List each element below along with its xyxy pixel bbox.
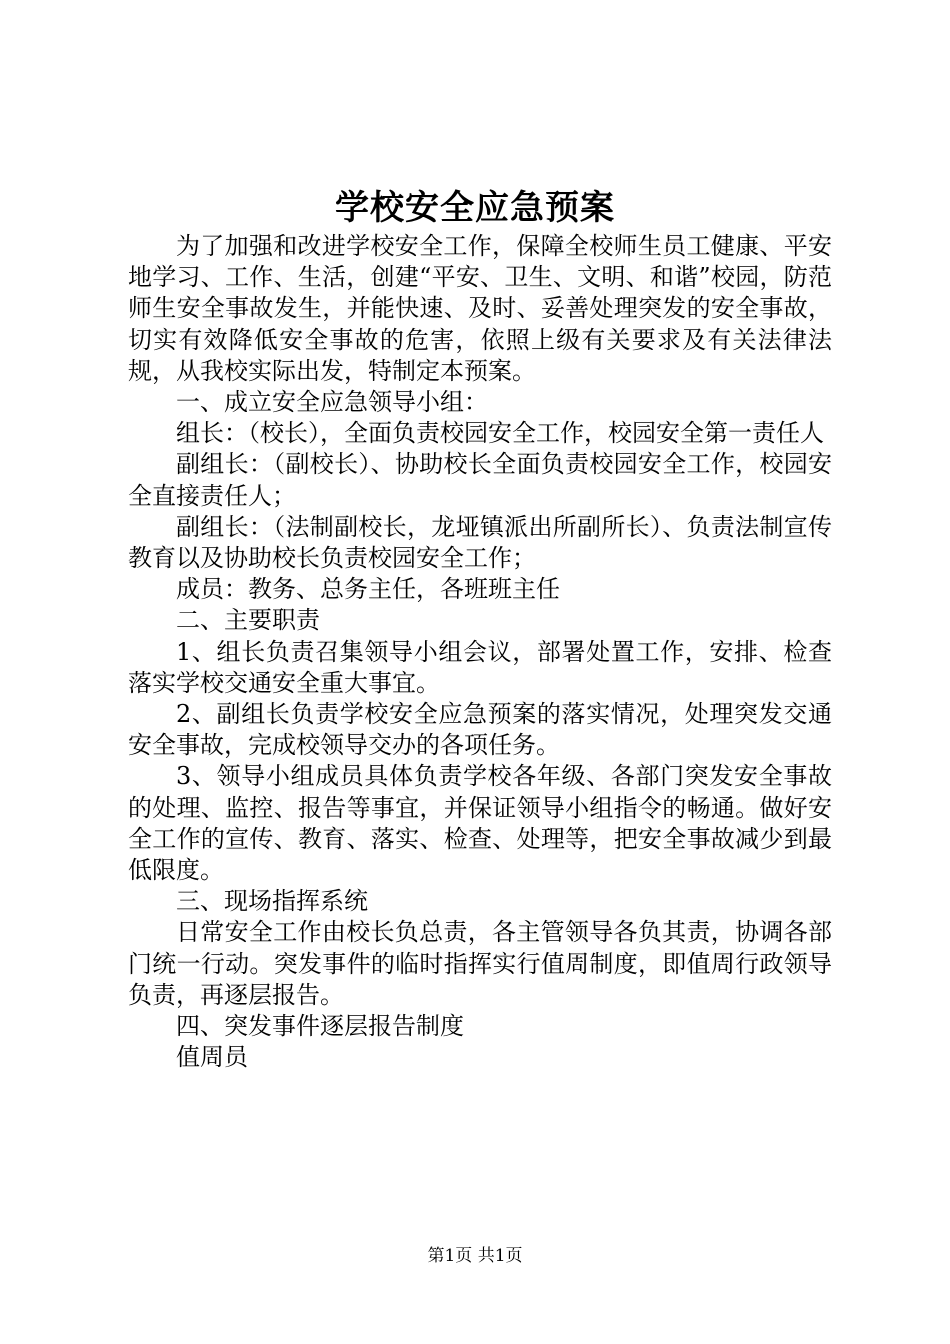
paragraph-duty-3: 3、领导小组成员具体负责学校各年级、各部门突发安全事故的处理、监控、报告等事宜，并保证领导小组指令的畅通。做好安全工作的宣传、教育、落实、检查、处理等，把安全事故减少到最低限度。	[128, 762, 832, 885]
paragraph-deputy-leader-2: 副组长：（法制副校长，龙垭镇派出所副所长）、负责法制宣传教育以及协助校长负责校园安全工作；	[128, 512, 832, 573]
paragraph-duty-1: 1、组长负责召集领导小组会议，部署处置工作，安排、检查落实学校交通安全重大事宜。	[128, 637, 832, 697]
paragraph-intro: 为了加强和改进学校安全工作，保障全校师生员工健康、平安地学习、工作、生活，创建“平安、卫生、文明、和谐”校园，防范师生安全事故发生，并能快速、及时、妥善处理突发的安全事故，切实有效降低安全事故的危害，依照上级有关要求及有关法律法规，从我校实际出发，特制定本预案。	[128, 232, 832, 385]
paragraph-command-system: 日常安全工作由校长负总责，各主管领导各负其责，协调各部门统一行动。突发事件的临时指挥实行值周制度，即值周行政领导负责，再逐层报告。	[128, 918, 832, 1009]
paragraph-members: 成员：教务、总务主任，各班班主任	[176, 575, 560, 604]
section-heading-reporting-system: 四、突发事件逐层报告制度	[176, 1012, 464, 1041]
paragraph-group-leader: 组长：（校长），全面负责校园安全工作，校园安全第一责任人	[176, 419, 824, 448]
paragraph-deputy-leader-1: 副组长：（副校长）、协助校长全面负责校园安全工作，校园安全直接责任人；	[128, 450, 832, 510]
page-footer: 第1页 共1页	[427, 1246, 523, 1266]
document-body	[128, 231, 832, 1073]
section-heading-command-system: 三、现场指挥系统	[176, 887, 368, 916]
section-heading-leadership-group: 一、成立安全应急领导小组：	[176, 388, 488, 417]
document-title: 学校安全应急预案	[335, 188, 615, 228]
section-heading-main-duties: 二、主要职责	[176, 606, 320, 635]
paragraph-duty-2: 2、副组长负责学校安全应急预案的落实情况，处理突发交通安全事故，完成校领导交办的各项任务。	[128, 700, 832, 760]
paragraph-duty-officer: 值周员	[176, 1043, 248, 1072]
